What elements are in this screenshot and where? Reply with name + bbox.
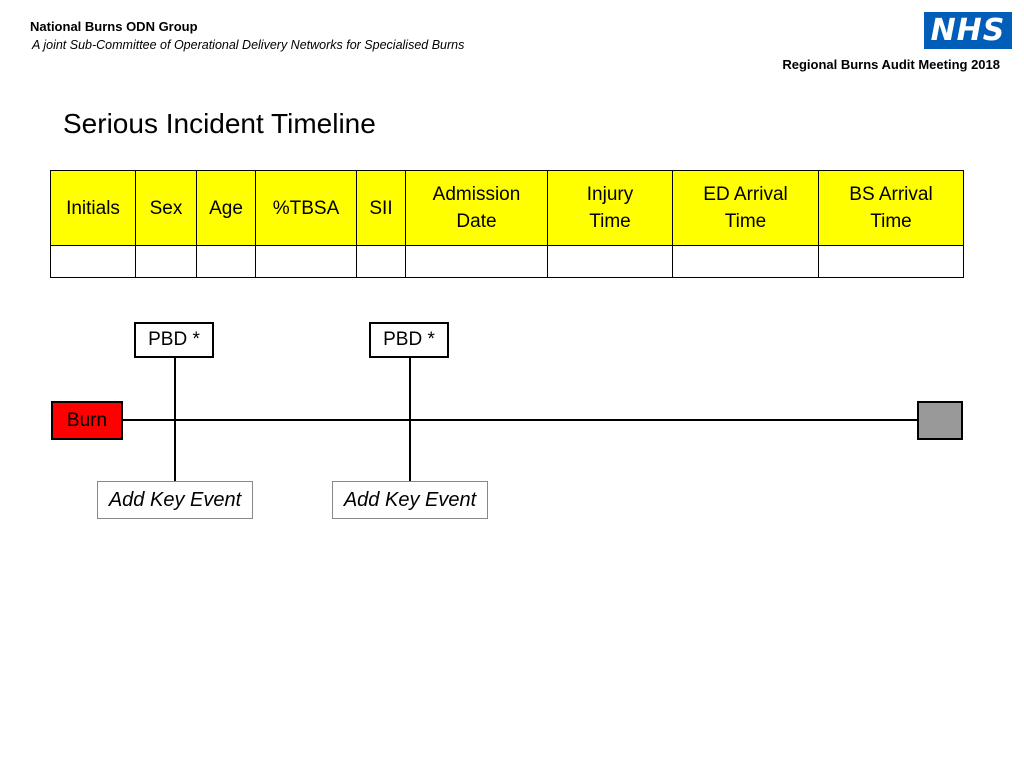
header-sex: Sex (136, 171, 197, 246)
timeline-end-box[interactable] (917, 401, 963, 440)
cell-tbsa[interactable] (256, 246, 357, 278)
table-header-row (51, 171, 964, 246)
org-subtitle: A joint Sub-Committee of Operational Delivery Networks for Specialised Burns (32, 38, 465, 52)
header-ed-arrival-time: ED Arrival Time (673, 171, 819, 246)
marker-line-2 (409, 358, 411, 482)
cell-injury-time[interactable] (548, 246, 673, 278)
cell-bs-arrival-time[interactable] (819, 246, 964, 278)
key-event-box-1[interactable]: Add Key Event (97, 481, 253, 519)
header-injury-time: Injury Time (548, 171, 673, 246)
key-event-box-2[interactable]: Add Key Event (332, 481, 488, 519)
header-age: Age (197, 171, 256, 246)
pbd-marker-1[interactable]: PBD * (134, 322, 214, 358)
cell-age[interactable] (197, 246, 256, 278)
meeting-label: Regional Burns Audit Meeting 2018 (782, 57, 1000, 72)
header-tbsa: %TBSA (256, 171, 357, 246)
cell-ed-arrival-time[interactable] (673, 246, 819, 278)
timeline-line (122, 419, 918, 421)
org-name: National Burns ODN Group (30, 19, 198, 34)
nhs-logo: NHS (924, 12, 1012, 49)
cell-initials[interactable] (51, 246, 136, 278)
cell-sii[interactable] (357, 246, 406, 278)
header-admission-date: Admission Date (406, 171, 548, 246)
slide-title: Serious Incident Timeline (63, 108, 376, 139)
header-bs-arrival-time: BS Arrival Time (819, 171, 964, 246)
header-sii: SII (357, 171, 406, 246)
pbd-marker-2[interactable]: PBD * (369, 322, 449, 358)
cell-sex[interactable] (136, 246, 197, 278)
header-initials: Initials (51, 171, 136, 246)
marker-line-1 (174, 358, 176, 482)
table-row (51, 246, 964, 278)
burn-start-box[interactable]: Burn (51, 401, 123, 440)
cell-admission-date[interactable] (406, 246, 548, 278)
incident-table (50, 170, 964, 278)
